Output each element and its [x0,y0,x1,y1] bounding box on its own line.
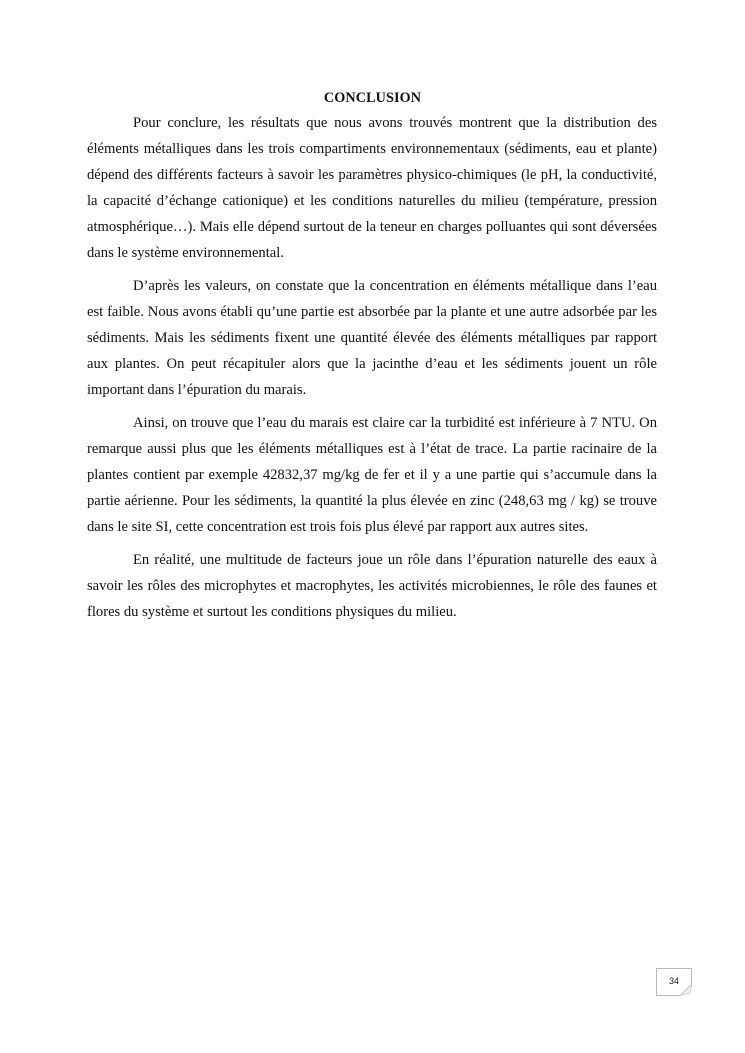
page-curl-icon [680,984,692,996]
paragraph-2: D’après les valeurs, on constate que la concentration en éléments métallique dans l’eau est faible. Nous avons établi qu’une partie est absorbée par la plante et une autre adsorbée par les sédiments. Mais les sédiments fixent une quantité élevée des éléments métalliques par rapport aux plantes. On peut récapituler alors que la jacinthe d’eau et les sédiments jouent un rôle important dans l’épuration du marais. [87,278,657,399]
page-number-box [656,968,692,996]
paragraph-3: Ainsi, on trouve que l’eau du marais est claire car la turbidité est inférieure à 7 NTU. On remarque aussi plus que les éléments métalliques est à l’état de trace. La partie racinaire de la plantes contient par exemple 42832,37 mg/kg de fer et il y a une partie qui s’accumule dans la partie aérienne. Pour les sédiments, la quantité la plus élevée en zinc (248,63 mg / kg) se trouve dans le site SI, cette concentration est trois fois plus élevé par rapport aux autres sites. [87,415,657,536]
paragraph-1: Pour conclure, les résultats que nous avons trouvés montrent que la distribution des éléments métalliques dans les trois compartiments environnementaux (sédiments, eau et plante) dépend des différents facteurs à savoir les paramètres physico-chimiques (le pH, la conductivité, la capacité d’échange cationique) et les conditions naturelles du milieu (température, pression atmosphérique…). Mais elle dépend surtout de la teneur en charges polluantes qui sont déversées dans le système environnemental. [87,115,657,262]
page-number: 34 [668,976,679,986]
page-title: CONCLUSION [323,90,422,106]
body-text [87,110,657,632]
paragraph-4: En réalité, une multitude de facteurs joue un rôle dans l’épuration naturelle des eaux à savoir les rôles des microphytes et macrophytes, les activités microbiennes, le rôle des faunes et flores du système et surtout les conditions physiques du milieu. [87,552,657,621]
